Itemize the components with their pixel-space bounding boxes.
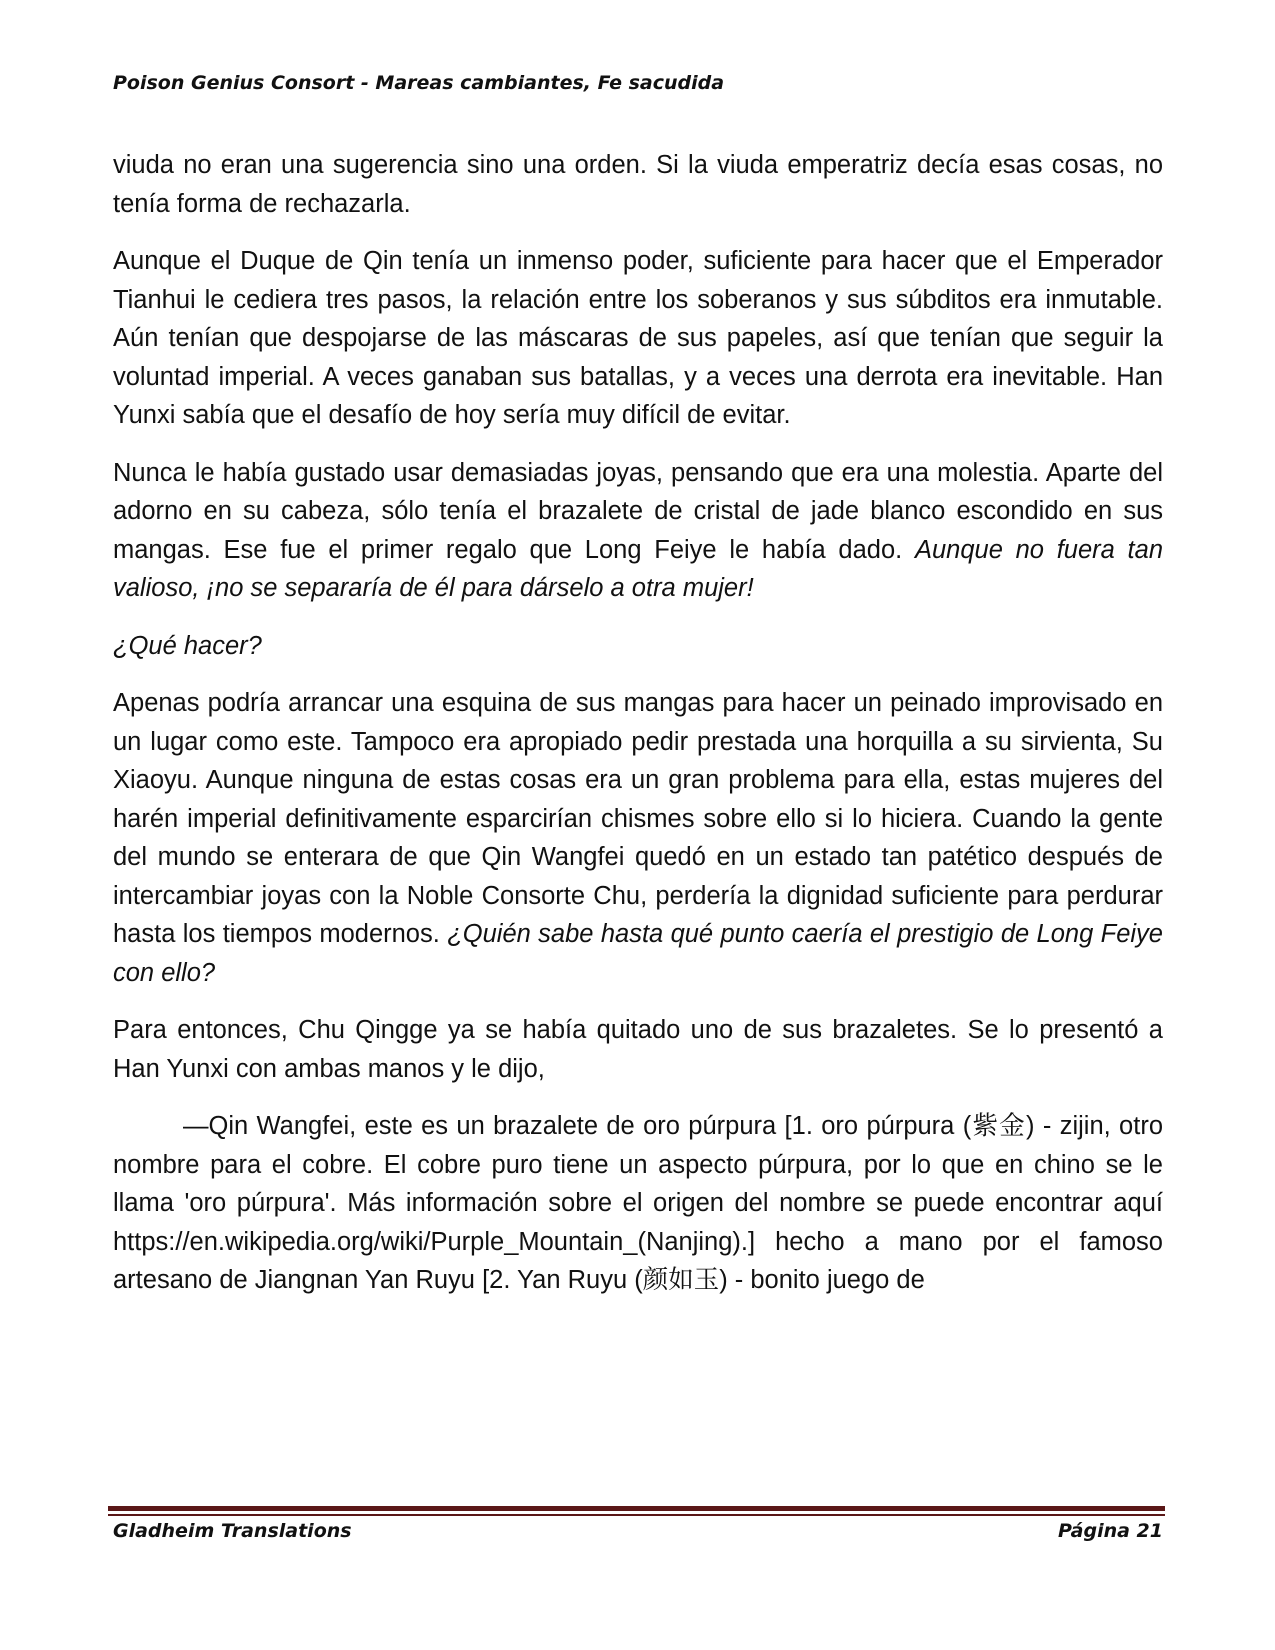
footer-publisher: Gladheim Translations — [113, 1520, 352, 1542]
paragraph: Nunca le había gustado usar demasiadas joyas, pensando que era una molestia. Aparte del adorno en su cabeza, sólo tenía el brazalete de cristal de jade blanco escondido en sus mangas. Ese fue el primer regalo que Long Feiye le había dado. Aunque no fuera tan valioso, ¡no se separaría de él para dárselo a otra mujer! — [113, 458, 1164, 602]
page-header: Poison Genius Consort - Mareas cambiantes, Fe sacudida — [113, 72, 725, 94]
italic-thought: ¿Qué hacer? — [113, 631, 262, 660]
page-body — [113, 146, 1163, 1300]
paragraph: Apenas podría arrancar una esquina de sus mangas para hacer un peinado improvisado en un lugar como este. Tampoco era apropiado pedir prestada una horquilla a su sirvienta, Su Xiaoyu. Aunque ninguna de estas cosas era un gran problema para ella, estas mujeres del harén imperial definitivamente esparcirían chismes sobre ello si lo hiciera. Cuando la gente del mundo se enterara de que Qin Wangfei quedó en un estado tan patético después de intercambiar joyas con la Noble Consorte Chu, perdería la dignidad suficiente para perdurar hasta los tiempos modernos. ¿Quién sabe hasta qué punto caería el prestigio de Long Feiye con ello? — [113, 689, 1163, 987]
paragraph: viuda no eran una sugerencia sino una orden. Si la viuda emperatriz decía esas cosas, no tenía forma de rechazarla. — [113, 151, 1163, 218]
italic-thought: Aunque no fuera tan valioso, ¡no se separaría de él para dárselo a otra mujer! — [113, 535, 1164, 602]
paragraph — [113, 627, 1163, 666]
italic-thought: ¿Quién sabe hasta qué punto caería el prestigio de Long Feiye con ello? — [113, 920, 1163, 987]
dialogue-paragraph: —Qin Wangfei, este es un brazalete de oro púrpura [1. oro púrpura (紫金) - zijin, otro nombre para el cobre. El cobre puro tiene un aspecto púrpura, por lo que en chino se le llama 'oro púrpura'. Más información sobre el origen del nombre se puede encontrar aquí https://en.wikipedia.org/wiki/Purple_Mountain_(Nanjing).] hecho a mano por el famoso artesano de Jiangnan Yan Ruyu [2. Yan Ruyu (颜如玉) - bonito juego de — [113, 1112, 1163, 1294]
footer-rule — [108, 1506, 1165, 1511]
page-footer — [113, 1520, 1163, 1542]
paragraph: Para entonces, Chu Qingge ya se había quitado uno de sus brazaletes. Se lo presentó a Han Yunxi con ambas manos y le dijo, — [113, 1016, 1163, 1083]
page-number: Página 21 — [1057, 1520, 1163, 1542]
paragraph: Aunque el Duque de Qin tenía un inmenso poder, suficiente para hacer que el Emperador Tianhui le cediera tres pasos, la relación entre los soberanos y sus súbditos era inmutable. Aún tenían que despojarse de las máscaras de sus papeles, así que tenían que seguir la voluntad imperial. A veces ganaban sus batallas, y a veces una derrota era inevitable. Han Yunxi sabía que el desafío de hoy sería muy difícil de evitar. — [113, 247, 1163, 429]
footer-rule-thin — [108, 1514, 1165, 1516]
